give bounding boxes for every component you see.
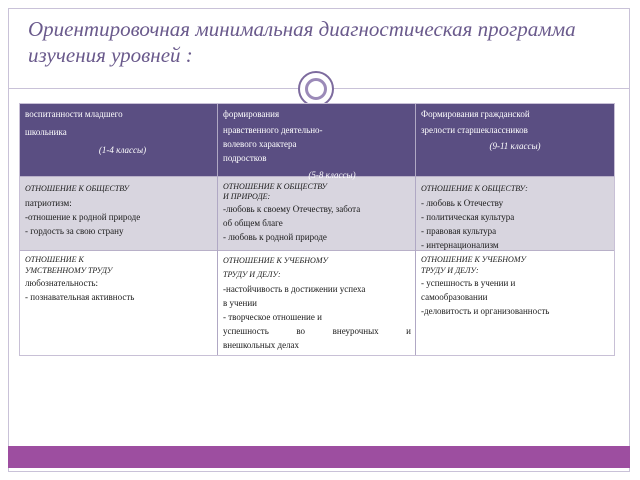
cell-heading: УМСТВЕННОМУ ТРУДУ	[25, 266, 113, 275]
cell-line: - интернационализм	[421, 240, 499, 250]
cell-heading: ОТНОШЕНИЕ К ОБЩЕСТВУ	[223, 182, 327, 191]
cell-line: - познавательная активность	[25, 292, 135, 302]
column-divider	[415, 104, 416, 355]
cell-line: - правовая культура	[421, 226, 497, 236]
cell-line: в учении	[223, 298, 257, 308]
cell-line: - творческое отношение и	[223, 312, 322, 322]
cell-study-senior	[421, 254, 609, 318]
header-text: Формирования гражданской	[421, 109, 530, 119]
cell-line: - успешность в учении и	[421, 278, 516, 288]
cell-line: - любовь к родной природе	[223, 232, 327, 242]
header-grade: (1-4 классы)	[98, 145, 147, 155]
cell-society-senior	[421, 182, 609, 252]
cell-line: - гордость за свою страну	[25, 226, 124, 236]
header-text: зрелости старшеклассников	[421, 125, 528, 135]
program-table	[19, 103, 615, 356]
header-text: формирования	[223, 109, 280, 119]
header-grade: (5-8 классы)	[308, 170, 356, 180]
header-cell-senior	[421, 107, 609, 153]
header-text: волевого характера	[223, 139, 297, 149]
header-text: нравственного деятельно-	[223, 125, 323, 135]
cell-line: самообразовании	[421, 292, 488, 302]
cell-line: успешность во внеурочных и	[223, 326, 411, 336]
cell-heading: ОТНОШЕНИЕ К	[25, 255, 84, 264]
cell-mental-junior	[25, 254, 213, 304]
slide-title: Ориентировочная минимальная диагностическая программа изучения уровней :	[28, 17, 576, 67]
cell-line: об общем благе	[223, 218, 283, 228]
cell-heading: И ПРИРОДЕ:	[223, 192, 271, 201]
header-text: воспитанности младшего	[25, 109, 123, 119]
cell-heading: ОТНОШЕНИЕ К УЧЕБНОМУ	[223, 256, 328, 265]
cell-society-teen	[223, 182, 411, 244]
cell-heading: ОТНОШЕНИЕ К ОБЩЕСТВУ	[25, 184, 129, 193]
cell-heading: ОТНОШЕНИЕ К ОБЩЕСТВУ:	[421, 184, 528, 193]
column-divider	[217, 104, 218, 355]
cell-line: -любовь к своему Отечеству, забота	[223, 204, 361, 214]
cell-line: -деловитость и организованность	[421, 306, 550, 316]
footer-bar	[8, 446, 630, 468]
header-text: школьника	[25, 127, 67, 137]
decorative-circle-icon	[298, 71, 334, 107]
cell-heading: ТРУДУ И ДЕЛУ:	[421, 266, 479, 275]
cell-line: любознательность:	[25, 278, 99, 288]
header-grade: (9-11 классы)	[489, 141, 541, 151]
cell-line: внешкольных делах	[223, 340, 300, 350]
header-text: подростков	[223, 153, 267, 163]
header-cell-teen	[223, 107, 411, 182]
cell-line: - любовь к Отечеству	[421, 198, 504, 208]
cell-line: -настойчивость в достижении успеха	[223, 284, 366, 294]
cell-line: - политическая культура	[421, 212, 515, 222]
header-cell-junior	[25, 107, 210, 157]
cell-line: патриотизм:	[25, 198, 72, 208]
cell-heading: ОТНОШЕНИЕ К УЧЕБНОМУ	[421, 255, 526, 264]
cell-line: -отношение к родной природе	[25, 212, 141, 222]
cell-study-teen	[223, 254, 411, 352]
cell-heading: ТРУДУ И ДЕЛУ:	[223, 270, 281, 279]
cell-society-junior	[25, 182, 213, 238]
